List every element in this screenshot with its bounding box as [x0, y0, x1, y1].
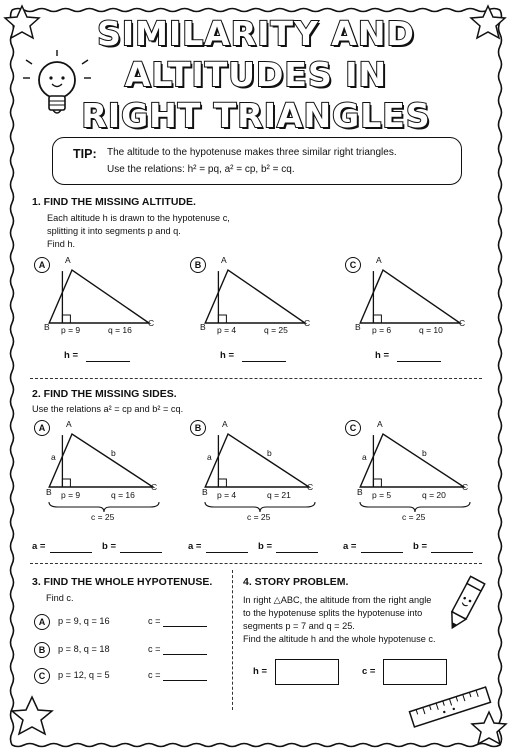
problem-letter-badge: A — [34, 614, 50, 630]
problem-letter-badge: C — [345, 420, 361, 436]
pencil-icon — [440, 573, 490, 635]
problem-letter-badge: B — [190, 420, 206, 436]
hypotenuse-answer-label: c = — [148, 616, 161, 626]
segment-p-label: p = 6 — [372, 325, 392, 335]
star-icon — [12, 697, 52, 734]
page-title: RIGHT TRIANGLES — [81, 96, 431, 135]
vertex-label-c: C — [148, 318, 155, 328]
right-angle-marker — [218, 479, 226, 487]
side-a-label: a — [207, 452, 212, 462]
story-text: segments p = 7 and q = 25. — [243, 621, 355, 631]
hypotenuse-answer-label: c = — [148, 644, 161, 654]
instructions: Each altitude h is drawn to the hypotenuse c, — [47, 213, 230, 223]
problem-values: p = 8, q = 18 — [58, 644, 110, 654]
hypotenuse-answer-blank[interactable] — [163, 671, 207, 681]
section-heading: 2. FIND THE MISSING SIDES. — [32, 388, 177, 400]
side-b-label: b — [111, 448, 116, 458]
segment-q-label: q = 16 — [108, 325, 132, 335]
h-label: h = — [253, 666, 267, 677]
hypotenuse-c-label: c = 25 — [247, 512, 271, 522]
tip-box — [52, 137, 462, 185]
vertex-label-b: B — [46, 487, 52, 497]
page-title: ALTITUDES IN — [124, 55, 388, 94]
problem-letter-badge: C — [34, 668, 50, 684]
vertex-label-b: B — [355, 322, 361, 332]
altitude-answer-label: h = — [220, 350, 234, 361]
triangle-figure — [46, 432, 156, 490]
section-heading: 4. STORY PROBLEM. — [243, 576, 349, 588]
vertex-label-b: B — [44, 322, 50, 332]
column-divider — [232, 570, 233, 710]
segment-q-label: q = 10 — [419, 325, 443, 335]
tip-line: Use the relations: h² = pq, a² = cp, b² = cq. — [107, 164, 295, 175]
problem-values: p = 12, q = 5 — [58, 670, 110, 680]
page-title: SIMILARITY AND — [97, 14, 415, 53]
problem-letter-badge: B — [190, 257, 206, 273]
problem-values: p = 9, q = 16 — [58, 616, 110, 626]
side-b-answer-blank[interactable] — [276, 543, 318, 553]
story-text: Find the altitude h and the whole hypotenuse c. — [243, 634, 436, 644]
side-a-label: a — [51, 452, 56, 462]
right-angle-marker — [218, 315, 226, 323]
altitude-answer-blank[interactable] — [397, 352, 441, 362]
segment-q-label: q = 21 — [267, 490, 291, 500]
problem-letter-badge: A — [34, 257, 50, 273]
vertex-label-a: A — [222, 419, 228, 429]
problem-letter-badge: A — [34, 420, 50, 436]
vertex-label-a: A — [65, 255, 71, 265]
triangle-figure — [357, 268, 466, 328]
side-a-answer-label: a = — [343, 541, 357, 552]
section-heading: 3. FIND THE WHOLE HYPOTENUSE. — [32, 576, 213, 588]
problem-letter-badge: B — [34, 642, 50, 658]
vertex-label-b: B — [357, 487, 363, 497]
segment-p-label: p = 5 — [372, 490, 392, 500]
hypotenuse-c-label: c = 25 — [402, 512, 426, 522]
instructions: Find c. — [46, 593, 74, 603]
side-b-answer-blank[interactable] — [431, 543, 473, 553]
section-divider — [30, 378, 482, 379]
vertex-label-a: A — [66, 419, 72, 429]
vertex-label-c: C — [304, 318, 311, 328]
right-angle-marker — [62, 315, 70, 323]
vertex-label-b: B — [200, 322, 206, 332]
section-divider — [30, 563, 482, 564]
vertex-label-c: C — [307, 482, 314, 492]
instructions: Use the relations a² = cp and b² = cq. — [32, 404, 184, 414]
hypotenuse-c-label: c = 25 — [91, 512, 115, 522]
altitude-answer-blank[interactable] — [242, 352, 286, 362]
hypotenuse-answer-blank[interactable] — [163, 645, 207, 655]
c-answer-box[interactable] — [383, 659, 447, 685]
side-b-answer-blank[interactable] — [120, 543, 162, 553]
segment-p-label: p = 9 — [61, 325, 81, 335]
segment-q-label: q = 25 — [264, 325, 288, 335]
hypotenuse-answer-blank[interactable] — [163, 617, 207, 627]
side-b-answer-label: b = — [102, 541, 116, 552]
vertex-label-c: C — [462, 482, 469, 492]
vertex-label-c: C — [151, 482, 158, 492]
vertex-label-a: A — [221, 255, 227, 265]
h-answer-box[interactable] — [275, 659, 339, 685]
side-b-answer-label: b = — [258, 541, 272, 552]
instructions: splitting it into segments p and q. — [47, 226, 181, 236]
side-b-answer-label: b = — [413, 541, 427, 552]
right-angle-marker — [373, 479, 381, 487]
triangle-figure — [202, 432, 312, 490]
side-a-answer-label: a = — [32, 541, 46, 552]
segment-q-label: q = 20 — [422, 490, 446, 500]
vertex-label-a: A — [377, 419, 383, 429]
side-a-answer-blank[interactable] — [206, 543, 248, 553]
ruler-icon — [405, 685, 495, 730]
altitude-answer-blank[interactable] — [86, 352, 130, 362]
triangle-figure — [357, 432, 467, 490]
tip-line: The altitude to the hypotenuse makes three similar right triangles. — [107, 147, 397, 158]
segment-q-label: q = 16 — [111, 490, 135, 500]
vertex-label-a: A — [376, 255, 382, 265]
segment-p-label: p = 9 — [61, 490, 81, 500]
triangle-figure — [202, 268, 311, 328]
instructions: Find h. — [47, 239, 76, 249]
side-a-label: a — [362, 452, 367, 462]
story-text: In right △ABC, the altitude from the right angle — [243, 595, 432, 605]
story-text: to the hypotenuse splits the hypotenuse into — [243, 608, 423, 618]
side-a-answer-label: a = — [188, 541, 202, 552]
triangle-figure — [46, 268, 155, 328]
side-b-label: b — [422, 448, 427, 458]
problem-letter-badge: C — [345, 257, 361, 273]
vertex-label-c: C — [459, 318, 466, 328]
c-label: c = — [362, 666, 376, 677]
side-a-answer-blank[interactable] — [361, 543, 403, 553]
right-angle-marker — [62, 479, 70, 487]
hypotenuse-answer-label: c = — [148, 670, 161, 680]
segment-p-label: p = 4 — [217, 490, 237, 500]
altitude-answer-label: h = — [375, 350, 389, 361]
side-a-answer-blank[interactable] — [50, 543, 92, 553]
side-b-label: b — [267, 448, 272, 458]
right-angle-marker — [373, 315, 381, 323]
altitude-answer-label: h = — [64, 350, 78, 361]
tip-label: TIP: — [73, 147, 97, 161]
section-heading: 1. FIND THE MISSING ALTITUDE. — [32, 196, 196, 208]
segment-p-label: p = 4 — [217, 325, 237, 335]
vertex-label-b: B — [202, 487, 208, 497]
